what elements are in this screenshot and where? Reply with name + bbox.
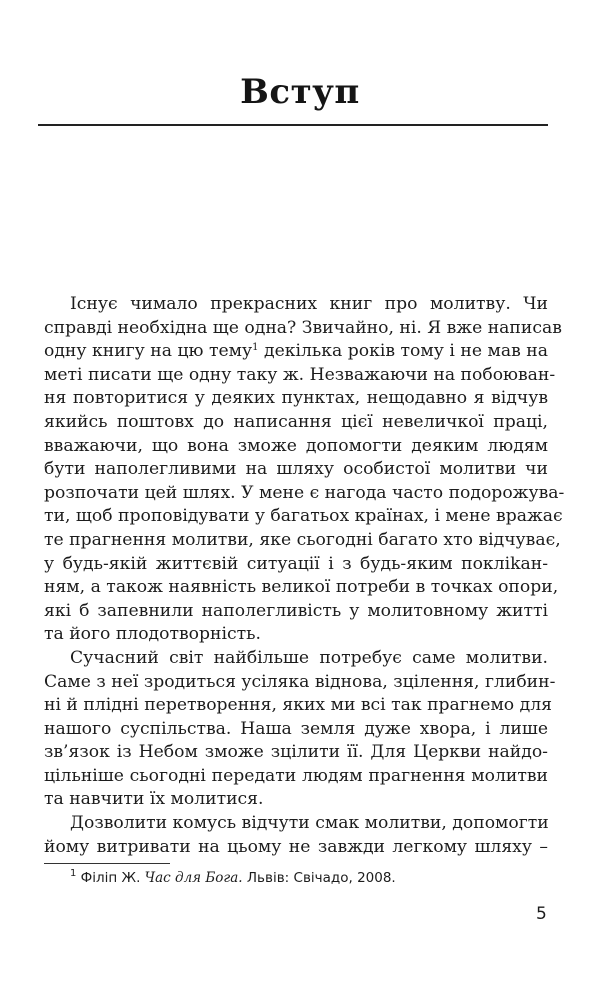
text-line: справді необхідна ще одна? Звичайно, ні. Я вже написав (44, 317, 562, 338)
text-line: метi писати ще одну таку ж. Незважаючи на побоюван- (44, 364, 556, 385)
title-divider (38, 124, 548, 126)
text-line: бути наполегливими на шляху особистої молитви чи (44, 459, 548, 480)
text-line: Дозволити комусь відчути смак молитви, допомогти (70, 813, 549, 834)
text-line: та його плодотворність. (44, 624, 261, 645)
text-segment: одну книгу на цю тему (44, 341, 253, 362)
body-text (44, 293, 565, 859)
footnote-author: Філіп Ж. (80, 870, 141, 886)
text-line: ні й плідні перетворення, яких ми всі так прагнемо для (44, 695, 552, 716)
text-line: зв’язок із Небом зможе зцілити її. Для Церкви найдо- (44, 742, 548, 763)
footnote-publisher: Львів: Свічадо, 2008. (246, 870, 396, 886)
text-line: які б запевнили наполегливість у молитовному житті (44, 600, 548, 621)
text-line: те прагнення молитви, яке сьогодні багато хто відчуває, (44, 529, 561, 550)
text-line: нашого суспільства. Наша земля дуже хвора, і лише (44, 718, 548, 739)
text-segment: декілька років тому і не мав на (258, 341, 548, 362)
text-line: ти, щоб проповідувати у багатьох країнах, і мене вражає (44, 506, 563, 527)
text-line: вважаючи, що вона зможе допомогти деяким людям (44, 435, 548, 456)
text-line: йому витривати на цьому не завжди легкому шляху – (44, 836, 548, 857)
text-line: якийсь поштовх до написання цієї невеличкої праці, (44, 411, 548, 432)
chapter-title: Вступ (240, 72, 360, 112)
text-line: та навчити їх молитися. (44, 789, 264, 810)
text-line: ня повторитися у деяких пунктах, нещодавно я відчув (44, 388, 548, 409)
footnote-reference[interactable]: 1 (252, 342, 259, 354)
text-line: розпочати цей шлях. У мене є нагода часто подорожува- (44, 482, 565, 503)
footnote (70, 870, 396, 886)
footnote-number: 1 (70, 868, 77, 879)
text-line-with-footnote (44, 340, 548, 364)
page-number: 5 (536, 904, 547, 924)
text-line: цільніше сьогодні передати людям прагнення молитви (44, 765, 548, 786)
text-line: ням, а також наявність великої потреби в точках опори, (44, 577, 559, 598)
text-line: Сучасний світ найбільше потребує саме молитви. (70, 647, 548, 668)
text-line: у будь-якій життєвій ситуації і з будь-яким поклikан- (44, 553, 548, 574)
footnote-divider (44, 863, 170, 864)
footnote-book-title: Час для Бога. (144, 870, 243, 886)
text-line: Саме з неї зродиться усіляка віднова, зцілення, глибин- (44, 671, 556, 692)
text-line: Існує чимало прекрасних книг про молитву. Чи (70, 294, 548, 314)
